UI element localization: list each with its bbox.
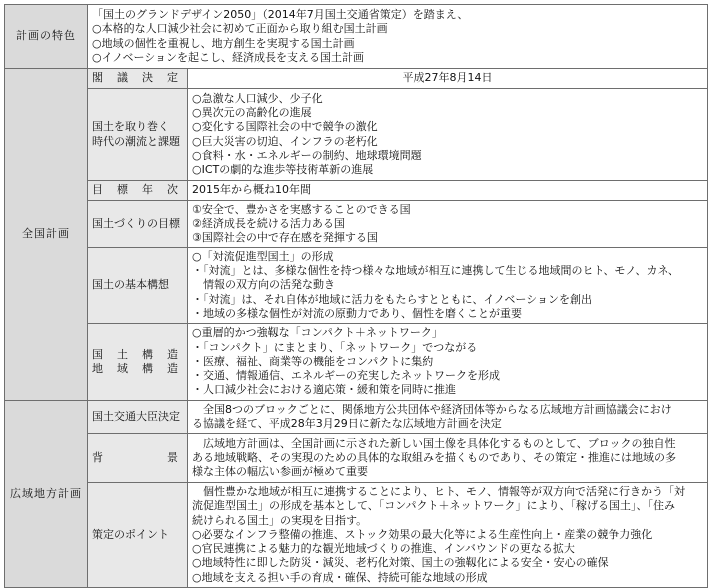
list-item: ○食料・水・エネルギーの制約、地球環境問題 — [192, 148, 422, 162]
list-item: ・「対流」とは、多様な個性を持つ様々な地域が相互に連携して生じる地域間のヒト、モノ、カネ、 — [192, 264, 679, 278]
list-item: ①安全で、豊かさを実感することのできる国 — [192, 202, 411, 216]
list-item: ・「対流」は、それ自体が地域に活力をもたらすとともに、イノベーションを創出 — [192, 292, 592, 306]
list-item: ・「コンパクト」にまとまり、「ネットワーク」でつながる — [192, 340, 478, 354]
trends-content — [188, 89, 708, 181]
goals-content — [188, 201, 708, 248]
basic-concept-row — [5, 248, 708, 324]
key-points-content: 個性豊かな地域が相互に連携することにより、ヒト、モノ、情報等が双方向で活発に行きかう「対 流促進型国土」の形成を基本として、「コンパクト＋ネットワーク」により、「稼げる国土」、「住み 続けられる国土」の実現を目指す。 ○必要なインフラ整備の推進、ストック効果の最大化等による生産性向上・産業の競争力強化 ○官民連携による魅力的な観光地域づくりの推進、インバウンドの更なる拡大 ○地域特性に即した防災・減災、老朽化対策、国土の強靱化による安全・安心の確保 ○地域を支える担い手の育成・確保、持続可能な地域の形成 — [188, 483, 708, 588]
trends-row — [5, 89, 708, 181]
list-item: ○異次元の高齢化の進展 — [192, 106, 312, 120]
list-item: ○ICTの劇的な進歩等技術革新の進展 — [192, 162, 374, 176]
background-label: 背 景 — [92, 450, 178, 464]
key-points-label: 策定のポイント — [88, 483, 188, 588]
list-item: ・人口減少社会における適応策・緩和策を同時に推進 — [192, 383, 456, 397]
target-year-label-cell — [88, 181, 188, 201]
features-label: 計画の特色 — [5, 5, 88, 69]
list-item: ○地域を支える担い手の育成・確保、持続可能な地域の形成 — [192, 570, 488, 584]
features-line: ○地域の個性を重視し、地方創生を実現する国土計画 — [92, 36, 355, 50]
list-item: 情報の双方向の活発な動き — [192, 278, 335, 292]
key-points-row — [5, 483, 708, 588]
list-item: ・医療、福祉、商業等の機能をコンパクトに集約 — [192, 354, 434, 368]
features-content — [88, 5, 708, 69]
list-item: ○地域特性に即した防災・減災、老朽化対策、国土の強靱化による安全・安心の確保 — [192, 556, 609, 570]
list-item: ②経済成長を続ける活力ある国 — [192, 216, 345, 230]
regional-plan-label: 広域地方計画 — [5, 401, 88, 588]
structure-row — [5, 324, 708, 401]
background-row — [5, 434, 708, 483]
list-item: ○巨大災害の切迫、インフラの老朽化 — [192, 134, 378, 148]
plan-summary-table — [4, 4, 708, 588]
basic-concept-content — [188, 248, 708, 324]
list-item: ・交通、情報通信、エネルギーの充実したネットワークを形成 — [192, 369, 500, 383]
background-content: 広域地方計画は、全国計画に示された新しい国土像を具体化するものとして、ブロックの独自性 ある地域戦略、その実現のための具体的な取組みを描くものであり、その策定・推進には地域の多 様な主体の幅広い参画が極めて重要 — [188, 434, 708, 483]
list-item: ○急激な人口減少、少子化 — [192, 91, 323, 105]
list-item: ・地域の多様な個性が対流の原動力であり、個性を磨くことが重要 — [192, 306, 522, 320]
features-line: 「国土のグランドデザイン2050」（2014年7月国土交通省策定）を踏まえ、 — [92, 8, 469, 22]
features-row — [5, 5, 708, 69]
list-item: ○官民連携による魅力的な観光地域づくりの推進、インバウンドの更なる拡大 — [192, 542, 575, 556]
national-plan-label: 全国計画 — [5, 69, 88, 401]
minister-decision-row — [5, 401, 708, 434]
list-item: ○重層的かつ強靱な「コンパクト＋ネットワーク」 — [192, 326, 443, 340]
cabinet-decision-row — [5, 69, 708, 89]
list-item: ○変化する国際社会の中で競争の激化 — [192, 120, 378, 134]
minister-decision-content: 全国8つのブロックごとに、関係地方公共団体や経済団体等からなる広域地方計画協議会におけ る協議を経て、平成28年3月29日に新たな広域地方計画を決定 — [188, 401, 708, 434]
cabinet-decision-label: 閣 議 決 定 — [92, 71, 178, 85]
target-year-label: 目 標 年 次 — [92, 183, 178, 197]
structure-label: 国 土 構 造 地 域 構 造 — [88, 324, 188, 401]
cabinet-decision-label-cell — [88, 69, 188, 89]
features-line: ○イノベーションを起こし、経済成長を支える国土計画 — [92, 50, 365, 64]
target-year-row — [5, 181, 708, 201]
list-item: ○必要なインフラ整備の推進、ストック効果の最大化等による生産性向上・産業の競争力強化 — [192, 527, 653, 541]
trends-label: 国土を取り巻く 時代の潮流と課題 — [88, 89, 188, 181]
list-item: ○「対流促進型国土」の形成 — [192, 249, 334, 263]
basic-concept-label: 国土の基本構想 — [88, 248, 188, 324]
goals-label: 国土づくりの目標 — [88, 201, 188, 248]
cabinet-decision-date: 平成27年8月14日 — [188, 69, 708, 89]
features-line: ○本格的な人口減少社会に初めて正面から取り組む国土計画 — [92, 22, 388, 36]
minister-decision-label: 国土交通大臣決定 — [88, 401, 188, 434]
structure-content — [188, 324, 708, 401]
target-year-value: 2015年から概ね10年間 — [188, 181, 708, 201]
background-label-cell — [88, 434, 188, 483]
list-item: ③国際社会の中で存在感を発揮する国 — [192, 231, 378, 245]
goals-row — [5, 201, 708, 248]
